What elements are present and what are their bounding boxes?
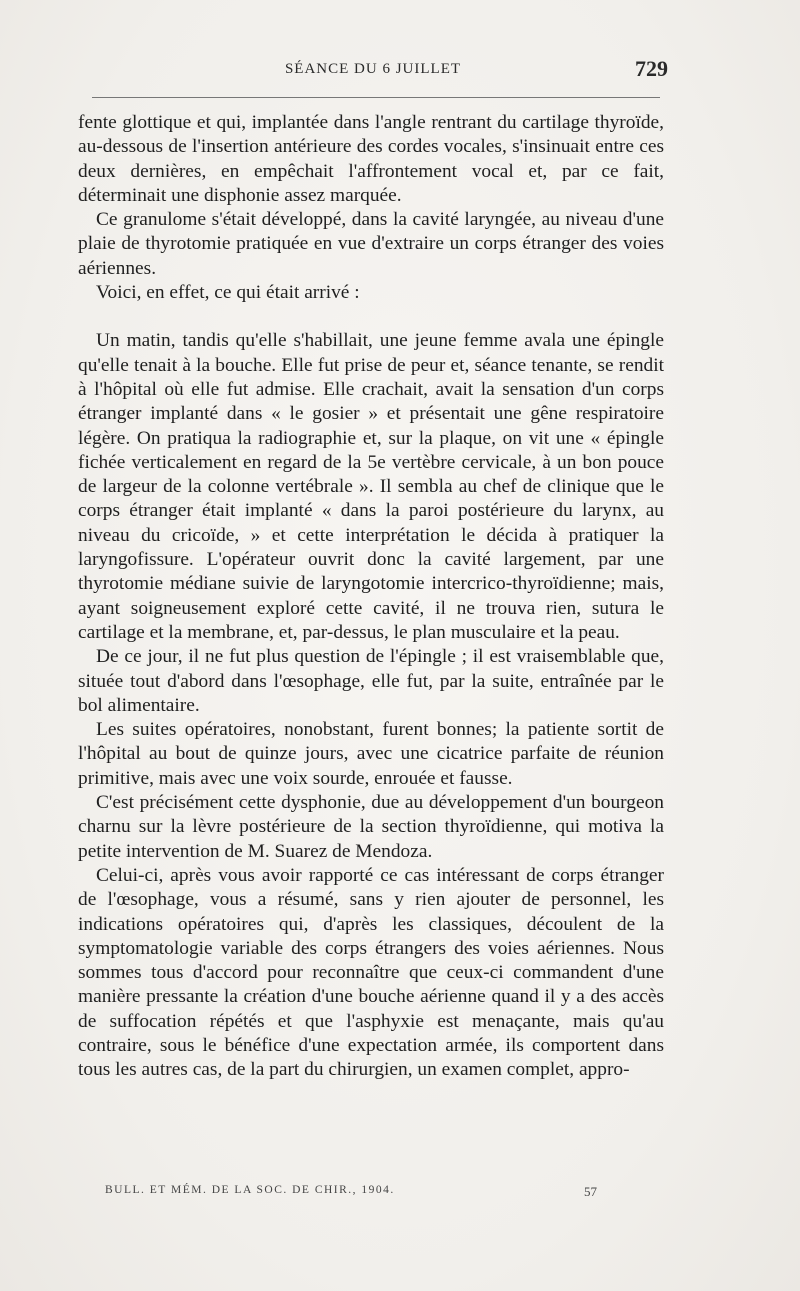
paragraph-5: De ce jour, il ne fut plus question de l'épingle ; il est vraisemblable que, située tout d'abord dans l'œsophage, elle fut, par la suite, entraînée par le bol alimentaire. <box>78 646 664 716</box>
paragraph-3: Voici, en effet, ce qui était arrivé : <box>96 282 360 304</box>
page-number: 729 <box>635 56 668 81</box>
paragraph-6: Les suites opératoires, nonobstant, furent bonnes; la patiente sortit de l'hôpital au bout de quinze jours, avec une cicatrice parfaite de réunion primitive, mais avec une voix sourde, enrouée et fausse. <box>78 719 664 789</box>
header-title: SÉANCE DU 6 JUILLET <box>284 61 462 77</box>
paragraph-2: Ce granulome s'était développé, dans la cavité laryngée, au niveau d'une plaie de thyrotomie pratiquée en vue d'extraire un corps étranger des voies aériennes. <box>78 209 664 279</box>
header-rule <box>92 97 660 98</box>
paragraph-4: Un matin, tandis qu'elle s'habillait, une jeune femme avala une épingle qu'elle tenait à la bouche. Elle fut prise de peur et, séance tenante, se rendit à l'hôpital où elle fut admise. Elle crachait, avait la sensation d'un corps étranger implanté dans « le gosier » et présentait une gêne respiratoire légère. On pratiqua la radiographie et, sur la plaque, on vit une « épingle fichée verticalement en regard de la 5e vertèbre cervicale, à un bon pouce de largeur de la colonne vertébrale ». Il sembla au chef de clinique que le corps étranger était implanté « dans la paroi postérieure du larynx, au niveau du cricoïde, » et cette interprétation le décida à pratiquer la laryngofissure. L'opérateur ouvrit donc la cavité largement, par une thyrotomie médiane suivie de laryngotomie intercrico-thyroïdienne; mais, ayant soigneusement exploré cette cavité, il ne trouva rien, sutura le cartilage et la membrane, et, par-dessus, le plan musculaire et la peau. <box>78 330 664 643</box>
page-footer <box>105 1184 597 1199</box>
body-text <box>78 111 664 1083</box>
paragraph-7: C'est précisément cette dysphonie, due au développement d'un bourgeon charnu sur la lèvre postérieure de la section thyroïdienne, qui motiva la petite intervention de M. Suarez de Mendoza. <box>78 792 664 862</box>
footer-journal: BULL. ET MÉM. DE LA SOC. DE CHIR., 1904. <box>105 1184 395 1196</box>
paragraph-1: fente glottique et qui, implantée dans l'angle rentrant du cartilage thyroïde, au-dessous de l'insertion antérieure des cordes vocales, s'insinuait entre ces deux dernières, en empêchait l'affrontement vocal et, par ce fait, déterminait une disphonie assez marquée. <box>78 112 664 206</box>
paragraph-8: Celui-ci, après vous avoir rapporté ce cas intéressant de corps étranger de l'œsophage, vous a résumé, sans y rien ajouter de personnel, les indications opératoires qui, d'après les classiques, découlent de la symptomatologie variable des corps étrangers des voies aériennes. Nous sommes tous d'accord pour reconnaître que ceux-ci commandent d'une manière pressante la création d'une bouche aérienne quand il y a des accès de suffocation répétés et que l'asphyxie est menaçante, mais qu'au contraire, sous le bénéfice d'une expectation armée, ils comportent dans tous les autres cas, de la part du chirurgien, un examen complet, appro- <box>78 864 664 1081</box>
running-header <box>78 56 668 88</box>
footer-signature-mark: 57 <box>584 1184 597 1199</box>
